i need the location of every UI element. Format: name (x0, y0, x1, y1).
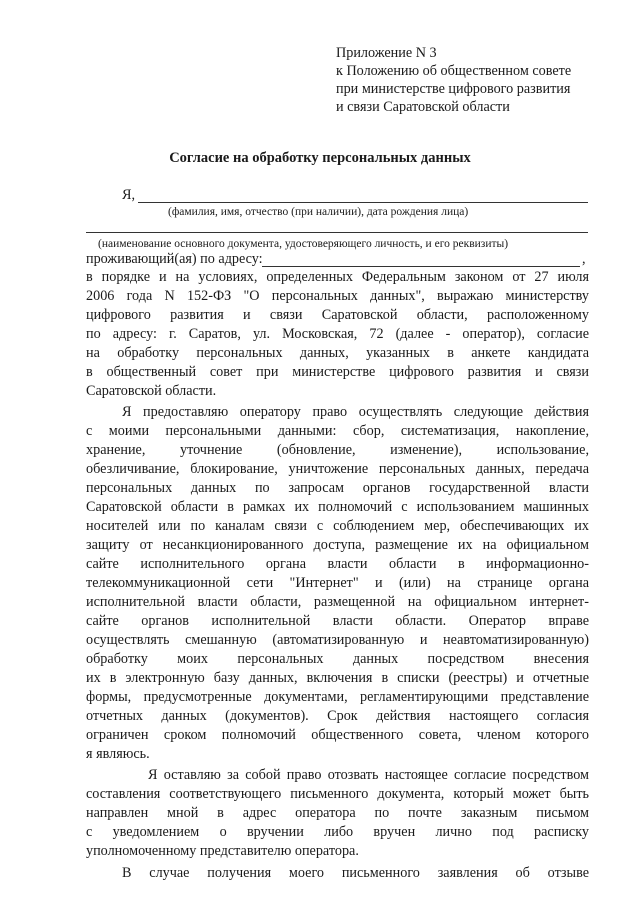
para2-line: персональных данных по запросам органов государственной власти (86, 480, 589, 496)
para2-line: обработку моих персональных данных посредством внесения (86, 651, 589, 667)
para2-line: защиту от несанкционированного доступа, размещение их на официальном (86, 537, 589, 553)
para3-line: с уведомлением о вручении либо вручен лично под расписку (86, 824, 589, 840)
para2-line: обезличивание, блокирование, уничтожение персональных данных, передача (86, 461, 589, 477)
para3-line: направлен мной в адрес оператора по почте заказным письмом (86, 805, 589, 821)
para2-line: телекоммуникационной сети "Интернет" и (или) на странице органа (86, 575, 589, 591)
para2-line: осуществлять смешанную (автоматизированную и неавтоматизированную) (86, 632, 589, 648)
residing-label: проживающий(ая) по адресу: (86, 251, 263, 267)
document-caption: (наименование основного документа, удостоверяющего личность, и его реквизиты) (98, 238, 509, 250)
ya-label: Я, (122, 187, 136, 203)
name-caption: (фамилия, имя, отчество (при наличии), дата рождения лица) (168, 206, 469, 218)
para2-line: ограничен сроком полномочий общественного совета, членом которого (86, 727, 589, 743)
para2-line: Я предоставляю оператору право осуществлять следующие действия (122, 404, 589, 420)
para2-line: формы, предусмотренные документами, регламентирующими представление (86, 689, 589, 705)
appendix-line: к Положению об общественном совете (336, 63, 572, 79)
para2-line: их в электронную базу данных, включения в списки (реестры) и отчетные (86, 670, 589, 686)
para2-line: носителей или по каналам связи с соблюдением мер, обеспечивающих их (86, 518, 589, 534)
para2-line: отчетных данных (документов). Срок действия настоящего согласия (86, 708, 589, 724)
name-underline (138, 202, 588, 203)
address-comma: , (582, 251, 586, 267)
para3-line: составления соответствующего письменного документа, который может быть (86, 786, 589, 802)
document-title: Согласие на обработку персональных данных (169, 150, 471, 166)
para1-line: по адресу: г. Саратов, ул. Московская, 72 (далее - оператор), согласие (86, 326, 589, 342)
appendix-line: и связи Саратовской области (336, 99, 510, 115)
para2-line: Саратовской области в рамках их полномочий с использованием машинных (86, 499, 589, 515)
para2-line: сайте органов исполнительной власти области. Оператор вправе (86, 613, 589, 629)
para2-line: я являюсь. (86, 746, 150, 762)
para2-line: хранение, уточнение (обновление, изменение), использование, (86, 442, 589, 458)
para1-line: цифрового развития и связи Саратовской области, расположенному (86, 307, 589, 323)
para1-line: 2006 года N 152-ФЗ "О персональных данных", выражаю министерству (86, 288, 589, 304)
document-underline (86, 232, 588, 233)
para3-line: Я оставляю за собой право отозвать настоящее согласие посредством (148, 767, 589, 783)
para3-line: уполномоченному представителю оператора. (86, 843, 359, 859)
para1-line: Саратовской области. (86, 383, 217, 399)
para1-line: на обработку персональных данных, указанных в анкете кандидата (86, 345, 589, 361)
para2-line: сайте исполнительного органа власти области в информационно- (86, 556, 589, 572)
appendix-line: Приложение N 3 (336, 45, 437, 61)
para1-line: в общественный совет при министерстве цифрового развития и связи (86, 364, 589, 380)
para4-line: В случае получения моего письменного заявления об отзыве (122, 865, 589, 881)
appendix-block (336, 44, 626, 116)
para1-line: в порядке и на условиях, определенных Федеральным законом от 27 июля (86, 269, 589, 285)
para2-line: исполнительной власти области, размещенной на официальном интернет- (86, 594, 589, 610)
appendix-line: при министерстве цифрового развития (336, 81, 571, 97)
para2-line: с моими персональными данными: сбор, систематизация, накопление, (86, 423, 589, 439)
address-underline (262, 266, 580, 267)
